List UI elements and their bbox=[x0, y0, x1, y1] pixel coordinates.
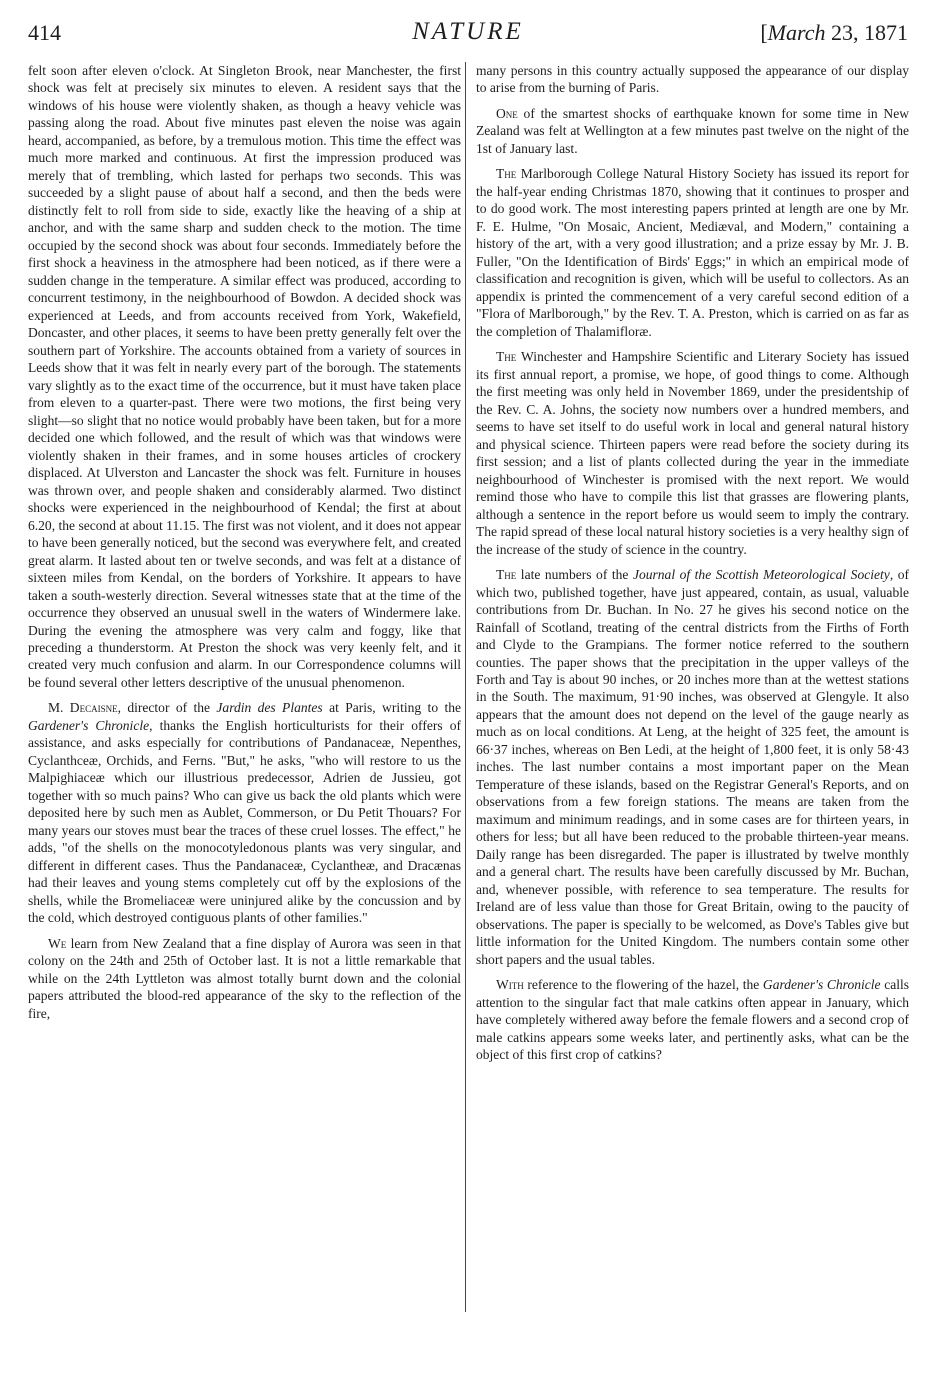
right-column bbox=[476, 62, 909, 1072]
text-run: Marlborough College Natural History Society has issued its report for the half-year ending Christmas 1870, showing that it continues to prosper and to do good work. The most interesting papers printed at length are one by Mr. F. E. Hulme, "On Mosaic, Ancient, Mediæval, and Modern," containing a history of the art, with a very good illustration; and a prize essay by Mr. J. B. Fuller, "On the Identification of Birds' Eggs;" in which an empirical mode of classification and recognition is given, which will be useful to collectors. As an appendix is printed the commencement of a very careful second edition of a "Flora of Marlborough," by the Rev. T. A. Preston, which is carried on as far as the completion of Thalamifloræ. bbox=[476, 166, 909, 339]
text-run: learn from New Zealand that a fine display of Aurora was seen in that colony on the 24th and 25th of October last. It is not a little remarkable that while on the 24th Lyttleton was almost totally burnt down and the colonial papers attributed the blood-red appearance of the sky to the reflection of the fire, bbox=[28, 935, 461, 1021]
aurora-continuation: many persons in this country actually supposed the appearance of our display to arise from the burning of Paris. bbox=[476, 63, 909, 96]
wellington-paragraph bbox=[476, 105, 909, 157]
column-divider bbox=[465, 62, 466, 1312]
hazel-paragraph bbox=[476, 976, 909, 1063]
meteorological-paragraph bbox=[476, 566, 909, 968]
winchester-paragraph bbox=[476, 348, 909, 558]
text-run: , director of the bbox=[117, 700, 217, 716]
paragraph-lead: With bbox=[496, 977, 524, 993]
text-run: , of which two, published together, have just appeared, contain, as usual, valuable contributions from Dr. Buchan. In No. 27 he gives his second notice on the Rainfall of Scotland, treating of the central districts from the Firths of Forth and Clyde to the Grampians. The former notice referred to the southern counties. The paper shows that the precipitation in the upper valleys of the Forth and Tay is about 90 inches, or 20 inches more than at the wettest stations in the South. The maximum, 91·90 inches, was observed at Glengyle. It also appears that the amount does not depend on the level of the gauge nearly as much as on local conditions. At Leng, at the height of 325 feet, the amount is 66·37 inches, whereas on Ben Ledi, at the height of 1,800 feet, it is only 58·43 inches. The last number contains a most important paper on the Mean Temperature of these islands, based on the Registrar General's Reports, and on observations from a few foreign stations. The means are taken from the maximum and minimum readings, and in some cases are for thirteen years, in others for less; but all have been reduced to the probable thirteen-year means. Daily range has been disregarded. The paper is illustrated by twelve monthly and a general chart. The results have been carefully discussed by Mr. Buchan, and, whenever possible, with reference to sea temperature. The results for Ireland are of less value than those for Great Britain, owing to the paucity of observations. The paper is specially to be welcomed, as Dove's Tables give but little information for the United Kingdom. The numbers contain some other short papers and the usual tables. bbox=[476, 567, 910, 967]
paragraph-lead: We bbox=[48, 935, 67, 951]
italic-title: Gardener's Chronicle bbox=[762, 977, 881, 993]
decaisne-paragraph bbox=[28, 699, 461, 926]
issue-date bbox=[760, 20, 908, 46]
text-run: reference to the flowering of the hazel, the bbox=[523, 977, 763, 993]
italic-title: Gardener's Chronicle bbox=[28, 717, 150, 733]
paragraph-lead: The bbox=[496, 166, 517, 182]
paragraph-lead: M. Decaisne bbox=[48, 700, 118, 716]
left-column bbox=[28, 62, 461, 1030]
italic-title: Journal of the Scottish Meteorological Society bbox=[632, 567, 890, 583]
text-run: at Paris, writing to the bbox=[322, 700, 462, 716]
text-run: , thanks the English horticulturists for their offers of assistance, and asks especially for contributions of Pandanaceæ, Nepenthes, Cyclanthceæ, Orchids, and Ferns. "But," he asks, "who will restore to us the Malpighiaceæ which our illustrious predecessor, Adrien de Jussieu, got together with so much pains? Who can give us back the old plants which were deposited here by such men as Aublet, Commerson, or Du Petit Thouars? For many years our stoves must bear the traces of these cruel losses. The effect," he adds, "of the shells on the monocotyledonous plants was very singular, and different in different cases. Thus the Pandanaceæ, Cyclantheæ, and Dracænas had their leaves and young stems completely cut off by the explosions of the shells, while the Bromeliaceæ were uninjured alike by the concussion and by the cold, which destroyed contiguous plants of other families." bbox=[28, 717, 461, 926]
text-run: calls attention to the singular fact that male catkins often appear in January, which have completely withered away before the female flowers and a second crop of male catkins appears some weeks later, and pertinently asks, what can be the object of this first crop of catkins? bbox=[476, 977, 910, 1063]
page-number: 414 bbox=[28, 20, 61, 45]
marlborough-paragraph bbox=[476, 165, 909, 340]
date-bracket: [ bbox=[760, 20, 768, 45]
text-run: Winchester and Hampshire Scientific and Literary Society has issued its first annual report, a promise, we hope, of good things to come. Although the first meeting was only held in November 1869, under the presidentship of the Rev. C. A. Johns, the society now numbers over a hundred members, and seems to have set itself to do useful work in local and general natural history and physical science. Thirteen papers were read before the society during its first session; and a list of plants collected during the year in the immediate neighbourhood of Winchester is promised with the next report. We would remind those who have to compile this list that grasses are flowering plants, although a sentence in the report before us would seem to imply the contrary. The rapid spread of these local natural history societies is a very healthy sign of the increase of the study of science in the country. bbox=[476, 349, 909, 557]
italic-title: Jardin des Plantes bbox=[216, 700, 323, 716]
date-day-year: 23, 1871 bbox=[825, 20, 908, 45]
text-run: of the smartest shocks of earthquake known for some time in New Zealand was felt at Wellington at a few minutes past twelve on the night of the 1st of January last. bbox=[476, 105, 909, 156]
date-month: March bbox=[767, 20, 826, 45]
paragraph-lead: The bbox=[496, 567, 517, 583]
paragraph-lead: One bbox=[496, 105, 518, 121]
earthquake-paragraph: felt soon after eleven o'clock. At Singleton Brook, near Manchester, the first shock was felt at precisely six minutes to eleven. A resident says that the windows of his house were violently shaken, as though a heavy vehicle was passing along the road. About five minutes past eleven the noise was again heard, accompanied, as before, by a tremulous motion. This time the effect was much more marked and continuous. At first the impression produced was merely that of trembling, which lasted for perhaps two seconds. This was succeeded by a slight pause of about half a second, and then the beds were distinctly felt to roll from side to side, exactly like the heaving of a ship at anchor, and with the same sharp and sudden check to the motion. The time occupied by the second shock was about four seconds. Immediately before the first shock a heaviness in the atmosphere had been noticed, as if there were a sudden change in the temperature. A similar effect was produced, according to concurrent testimony, in the neighbourhood of Bowdon. A decided shock was experienced at Leeds, and from accounts received from York, Wakefield, Doncaster, and other places, it seems to have been pretty generally felt over the southern part of Yorkshire. The accounts obtained from a variety of sources in Leeds show that it was felt in nearly every part of the borough. The statements vary slightly as to the exact time of the occurrence, but it must have taken place from eleven to a quarter-past. There were two motions, the first being very slight—so slight that no notice would probably have been taken, but for a more decided one which followed, and the result of which was that windows were violently shaken in their frames, and in some houses articles of crockery displaced. At Ulverston and Lancaster the shock was felt. Furniture in houses was thrown over, and people shaken and considerably alarmed. Two distinct shocks were experienced in the neighbourhood of Kendal; the first at about 6.20, the second at about 11.15. The first was not violent, and it does not appear to have been generally noticed, but the second was everywhere felt, and created great alarm. It lasted about ten or twelve seconds, and was felt at a distance of sixteen miles from Kendal, on the borders of Yorkshire. It appears to have taken a south-westerly direction. Several witnesses state that at the time of the occurrence they observed an unusual swell in the waters of Windermere lake. During the evening the atmosphere was very calm and foggy, like that preceding a thunderstorm. At Preston the shock was very keenly felt, and it created very much confusion and alarm. In our Correspondence columns will be found several other letters descriptive of the unusual phenomenon. bbox=[28, 63, 461, 690]
journal-title: NATURE bbox=[412, 18, 524, 45]
text-run: late numbers of the bbox=[516, 567, 633, 583]
aurora-paragraph bbox=[28, 935, 461, 1022]
paragraph-lead: The bbox=[496, 349, 517, 365]
page-header bbox=[28, 18, 908, 52]
